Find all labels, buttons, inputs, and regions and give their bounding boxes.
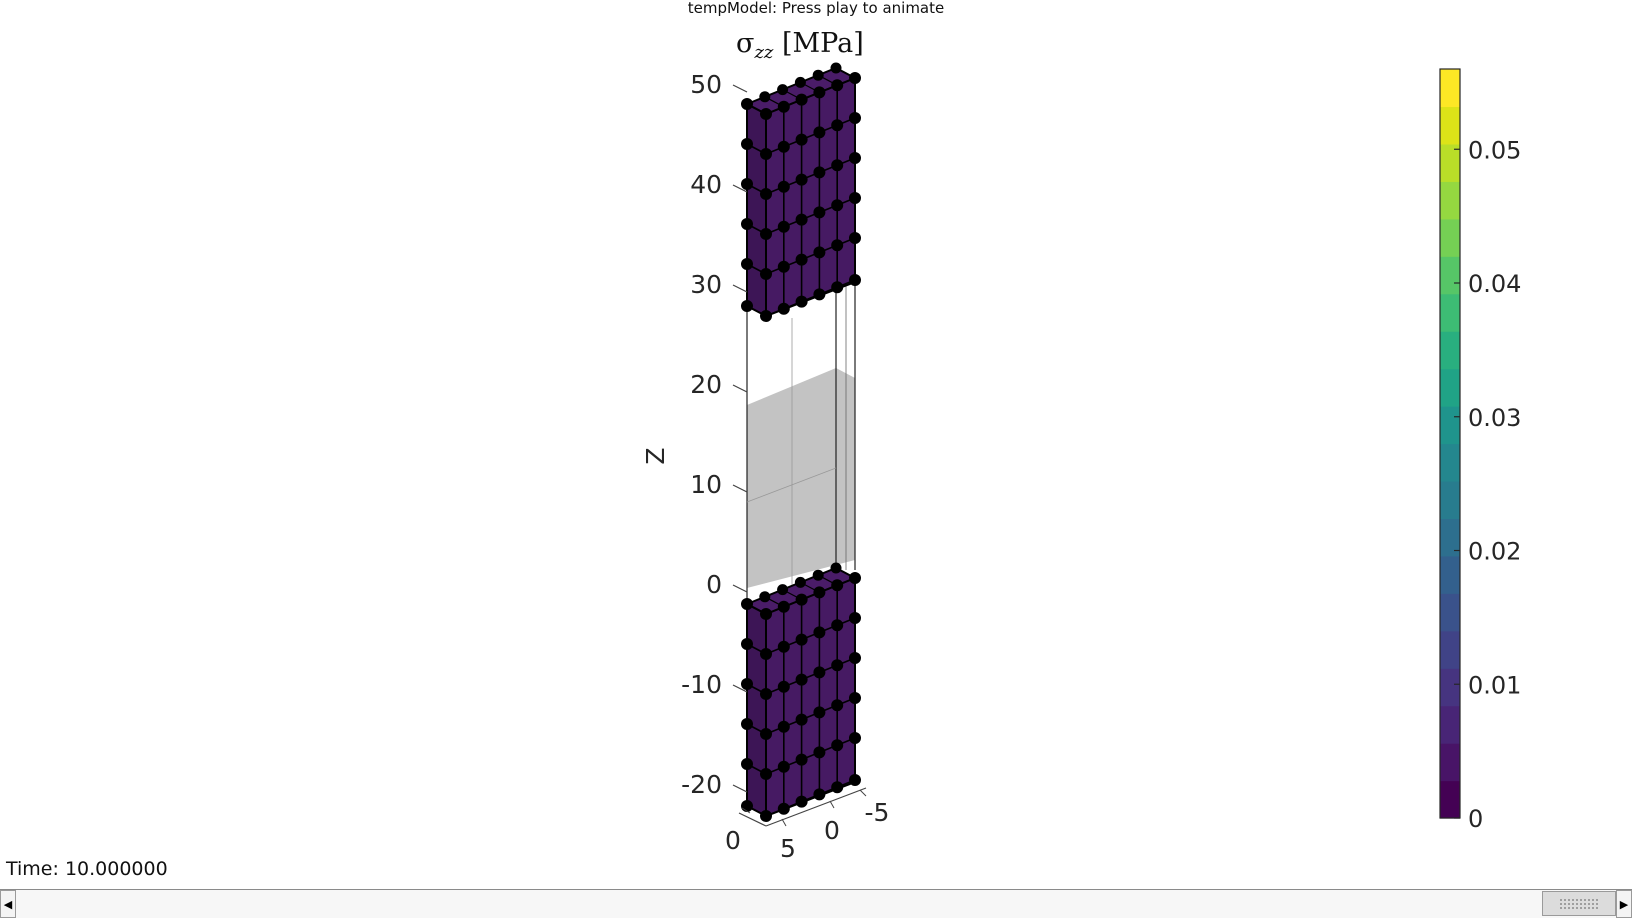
window-title: tempModel: Press play to animate <box>687 0 945 17</box>
node-marker <box>831 619 843 631</box>
node-marker <box>849 152 861 164</box>
node-marker <box>796 94 808 106</box>
z-tick-label: 50 <box>690 70 722 99</box>
node-marker <box>831 659 843 671</box>
node-marker <box>741 638 753 650</box>
node-marker <box>849 192 861 204</box>
z-tick-mark <box>733 785 747 792</box>
colorbar-tick-label: 0 <box>1468 805 1484 833</box>
node-marker <box>813 746 825 758</box>
node-marker <box>741 718 753 730</box>
node-marker <box>831 739 843 751</box>
colorbar-tick-label: 0.04 <box>1468 270 1522 298</box>
node-marker <box>742 599 753 610</box>
node-marker <box>813 788 825 800</box>
node-marker <box>831 79 843 91</box>
time-label: Time: 10.000000 <box>6 858 168 880</box>
node-marker <box>849 232 861 244</box>
node-marker <box>778 141 790 153</box>
grip-icon <box>1559 898 1599 910</box>
node-marker <box>813 626 825 638</box>
node-marker <box>831 199 843 211</box>
node-marker <box>831 159 843 171</box>
x-tick-label: 0 <box>725 826 741 855</box>
node-marker <box>778 803 790 815</box>
colorbar-band <box>1440 331 1460 369</box>
colorbar-band <box>1440 444 1460 482</box>
node-marker <box>813 706 825 718</box>
node-marker <box>760 768 772 780</box>
node-marker <box>813 126 825 138</box>
colorbar-tick-label: 0.02 <box>1468 537 1522 566</box>
colorbar-band <box>1440 556 1460 594</box>
node-marker <box>831 119 843 131</box>
z-tick-mark <box>733 585 747 592</box>
node-marker <box>796 214 808 226</box>
plot-title: $\sigma_{zz}$ [MPa] <box>736 28 864 63</box>
node-marker <box>849 774 861 786</box>
node-marker <box>849 72 861 84</box>
node-marker <box>760 728 772 740</box>
node-marker <box>849 692 861 704</box>
node-marker <box>741 758 753 770</box>
node-marker <box>778 303 790 315</box>
colorbar-band <box>1440 181 1460 219</box>
node-marker <box>778 761 790 773</box>
arrow-left-icon: ◀ <box>3 897 13 911</box>
node-marker <box>760 268 772 280</box>
colorbar[interactable] <box>1440 69 1521 833</box>
node-marker <box>778 601 790 613</box>
node-marker <box>778 721 790 733</box>
node-marker <box>813 86 825 98</box>
node-marker <box>760 188 772 200</box>
node-marker <box>778 681 790 693</box>
node-marker <box>796 594 808 606</box>
z-tick-label: 30 <box>690 270 722 299</box>
node-marker <box>741 800 753 812</box>
node-marker <box>741 178 753 190</box>
node-marker <box>813 570 824 581</box>
node-marker <box>813 666 825 678</box>
node-marker <box>849 652 861 664</box>
x-tick-label: 5 <box>780 834 796 863</box>
node-marker <box>759 91 770 102</box>
node-marker <box>796 296 808 308</box>
node-marker <box>796 134 808 146</box>
colorbar-tick-label: 0.01 <box>1468 671 1522 700</box>
node-marker <box>778 641 790 653</box>
time-scrollbar[interactable] <box>0 889 1632 918</box>
node-marker <box>778 181 790 193</box>
node-marker <box>813 246 825 258</box>
colorbar-band <box>1440 256 1460 294</box>
node-marker <box>741 678 753 690</box>
z-tick-label: 10 <box>690 470 722 499</box>
colorbar-band <box>1440 668 1460 706</box>
node-marker <box>831 281 843 293</box>
z-tick-label: 40 <box>690 170 722 199</box>
colorbar-band <box>1440 781 1460 819</box>
node-marker <box>831 699 843 711</box>
colorbar-band <box>1440 294 1460 332</box>
colorbar-band <box>1440 369 1460 407</box>
colorbar-band <box>1440 106 1460 144</box>
node-marker <box>813 586 825 598</box>
scroll-track[interactable] <box>16 890 1616 918</box>
z-tick-label: -10 <box>681 670 722 699</box>
node-marker <box>760 810 772 822</box>
arrow-right-icon: ▶ <box>1619 897 1629 911</box>
z-tick-mark <box>733 285 747 292</box>
node-marker <box>849 732 861 744</box>
node-marker <box>741 300 753 312</box>
node-marker <box>778 101 790 113</box>
node-marker <box>849 612 861 624</box>
node-marker <box>813 206 825 218</box>
node-marker <box>796 714 808 726</box>
node-marker <box>778 221 790 233</box>
ghost-region <box>747 282 855 600</box>
node-marker <box>813 70 824 81</box>
scroll-right-button[interactable] <box>1616 890 1632 918</box>
colorbar-tick-label: 0.05 <box>1468 136 1522 165</box>
colorbar-band <box>1440 593 1460 631</box>
node-marker <box>831 239 843 251</box>
node-marker <box>849 112 861 124</box>
z-tick-mark <box>733 85 747 92</box>
z-tick-mark <box>733 485 747 492</box>
mesh-block-bottom <box>741 563 861 823</box>
colorbar-band <box>1440 406 1460 444</box>
z-axis-label: Z <box>641 447 670 465</box>
scroll-thumb[interactable] <box>1542 891 1616 916</box>
node-marker <box>759 591 770 602</box>
node-marker <box>813 288 825 300</box>
node-marker <box>760 688 772 700</box>
z-tick-label: 0 <box>706 570 722 599</box>
node-marker <box>760 108 772 120</box>
colorbar-tick-label: 0.03 <box>1468 403 1522 432</box>
node-marker <box>831 563 842 574</box>
node-marker <box>795 577 806 588</box>
node-marker <box>741 138 753 150</box>
node-marker <box>760 608 772 620</box>
node-marker <box>795 77 806 88</box>
node-marker <box>796 254 808 266</box>
node-marker <box>831 579 843 591</box>
z-axis <box>641 70 747 799</box>
node-marker <box>813 166 825 178</box>
scroll-left-button[interactable] <box>0 890 16 918</box>
node-marker <box>760 310 772 322</box>
colorbar-band <box>1440 69 1460 107</box>
node-marker <box>796 754 808 766</box>
colorbar-band <box>1440 706 1460 744</box>
node-marker <box>796 674 808 686</box>
node-marker <box>777 84 788 95</box>
colorbar-band <box>1440 631 1460 669</box>
node-marker <box>742 99 753 110</box>
node-marker <box>741 218 753 230</box>
node-marker <box>760 148 772 160</box>
z-tick-label: 20 <box>690 370 722 399</box>
node-marker <box>831 63 842 74</box>
colorbar-band <box>1440 743 1460 781</box>
node-marker <box>760 228 772 240</box>
node-marker <box>796 634 808 646</box>
node-marker <box>796 796 808 808</box>
z-tick-label: -20 <box>681 770 722 799</box>
mesh-block-top <box>741 63 861 323</box>
node-marker <box>741 258 753 270</box>
node-marker <box>849 572 861 584</box>
y-tick-label: -5 <box>864 798 890 827</box>
node-marker <box>796 174 808 186</box>
node-marker <box>777 584 788 595</box>
node-marker <box>760 648 772 660</box>
node-marker <box>778 261 790 273</box>
y-tick-label: 0 <box>824 816 840 845</box>
node-marker <box>849 274 861 286</box>
z-tick-mark <box>733 385 747 392</box>
node-marker <box>831 781 843 793</box>
colorbar-band <box>1440 219 1460 257</box>
colorbar-band <box>1440 481 1460 519</box>
